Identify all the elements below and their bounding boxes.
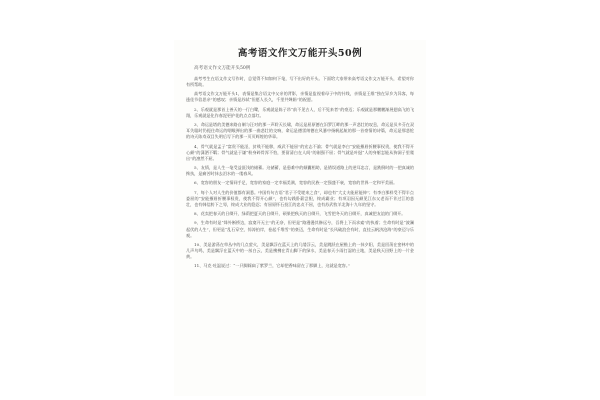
paragraph: 9、生命有时是“烽外断桥边，寂寞开无主”的无奈，但更是“路漫漫其修远兮，吾将上下而求索”的执着；生命有时是“波澜起伏的人生”，但更是“乱石穿空，惊涛拍岸，卷起千堆雪”的豪迈，生命有时是“长风破浪会有时，直挂云帆济沧海”的豪迈与乐观。	[186, 220, 414, 238]
paragraph: 6、宽容的朋友一定情同手足，宽容的家庭一定幸福美满，宽容的民族一定强盛不衰，宽容的世界一定和平美丽。	[194, 180, 398, 186]
document-body	[174, 76, 426, 270]
paragraph: 11、马克·吐温说过：“一只脚踩扁了紫罗兰，它却把香味留在了那脚上，这就是宽容。”	[194, 263, 351, 269]
document-title: 高考语文作文万能开头50例	[237, 48, 363, 59]
paragraph: 4、骨气就是孟子“富贵不能淫，贫贱不能移，威武不能屈”的宏志不渝；骨气就是李白“安能摧眉折腰事权贵，使我不得开心颜”的潇洒不羁；骨气就是于谦“粉身碎骨浑不怕，要留清白在人间”的刚强不屈；骨气就是叶挺“人的身躯怎能从狗洞子里爬出”的凛然不屈。	[186, 143, 414, 161]
paragraph: 3、命运是塔的美德来路自制与汪对的那一声聆天长啸，命运是屈原德在汨罗江畔的那一声悲壮的叹息，命运是贝多芬在双耳失聪时仍扼住命运的咽喉弹出的那一曲悲壮的交响，命运是德雷纳德在风暴中扬帆起航的那一首豪情的诗篇，命运是那悲怆的诗天陈寿双目失明后写下的那一页页辉煌的华章。	[186, 122, 414, 140]
paragraph: 高考语文作文万能开头1，表情是集合语文中父亲的背影，亲情是监视着母子中的针线，亲情是王维“独在异乡为异客，每逢佳节倍思亲”的感叹；亲情是苏轼“但愿人长久，千里共婵娟”的祝愿。	[186, 91, 414, 103]
document-page	[174, 40, 426, 396]
paragraph: 5、友情，是人生一笔受益匪浅的储蓄。这储蓄，是患难中的倾囊相助，是错误道路上的逆耳忠言，是跌倒时的一把真诚的搀扶，是痛苦时抹去泪水的一缕春风。	[186, 165, 414, 177]
paragraph: 7、每个人对人生的价值都有洞悉。中国有句古语“君子不受嗟来之食”，却也有“大丈夫能屈能伸”；有李白那样受不得半点委屈的“安能摧眉折腰事权贵，使我不得开心颜”，也有勾践卧薪尝胆，终成霸业；有项羽因无颜见江东父老而不肯过江的悲壮，也有韩信胯下之辱，终成大业的隐忍；有屈原怀石投江的忠贞不屈，也有苏武牧羊北海十九年的坚守。	[186, 189, 414, 207]
paragraph: 8、花卖把春天的日缀开，绿荫把夏天的日缀开，硕果把秋天的日缀开，飞雪把冬天的日缀开，真诚把友谊的门缀开。	[194, 211, 406, 217]
paragraph: 2、乐观就是那首上善天的一行白鹭，乐观就是陈子昂“前不见古人，后不见来者”的豪迈；乐观就是那鹏鹏渐展翅高飞的飞翔，乐观就是化作春泥更护花的点点落红。	[186, 106, 414, 118]
paragraph: 高考考生在语文作文写作时，总觉得不知如何下笔，写不出好的开头。下面给大家带来高考语文作文万能开头，希望对你有所帮助。	[186, 76, 414, 88]
document-subtitle: 高考语文作文万能开头50例	[194, 66, 251, 71]
paragraph: 10、美是游荡在草丛中的几点萤火，美是飘浮在蓝天上的几缕浮云，美是跳跃在屋檐上的一抹夕阳，美是回荡在密林中的几声鸟鸣，美是飘浮在蓝天中的一丝白云，美是拂拂在青山脚下的绿水，美是春天小雨打湿的土地，美是秋天田野上的一片金黄。	[186, 241, 414, 260]
